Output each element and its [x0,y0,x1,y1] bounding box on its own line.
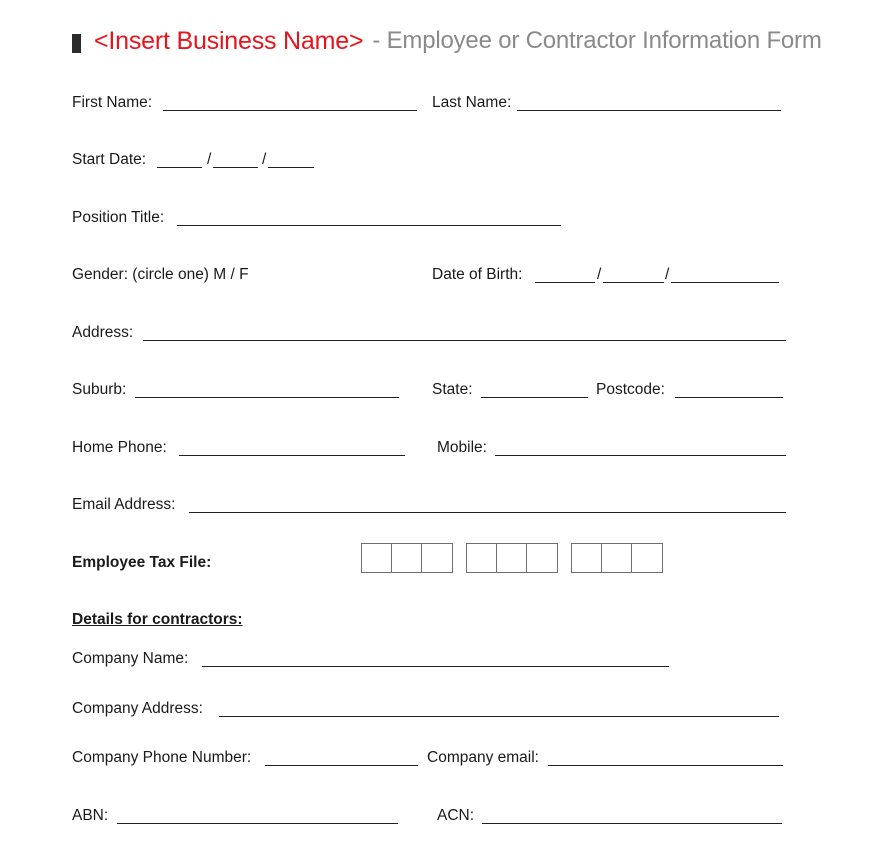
dob-year-field[interactable] [671,282,779,283]
home-phone-field[interactable] [179,455,405,456]
date-separator: / [665,266,670,283]
postcode-field[interactable] [675,397,783,398]
phone-row [0,438,876,458]
postcode-label: Postcode: [596,381,665,398]
start-date-month-field[interactable] [213,167,258,168]
start-date-day-field[interactable] [157,167,202,168]
suburb-field[interactable] [135,397,399,398]
email-row [0,495,876,515]
company-name-field[interactable] [202,666,669,667]
start-date-label: Start Date: [72,151,147,168]
tax-file-digit-box[interactable] [422,544,452,572]
address-row [0,323,876,343]
tax-file-digit-box[interactable] [467,544,497,572]
tax-file-group-2 [466,543,558,573]
mobile-label: Mobile: [437,439,487,456]
tax-file-digit-box[interactable] [497,544,527,572]
company-address-row [0,699,876,719]
home-phone-label: Home Phone: [72,439,167,456]
title-bar-icon [72,34,81,53]
gender-label[interactable]: Gender: (circle one) M / F [72,266,249,283]
email-address-field[interactable] [189,512,786,513]
date-separator: / [262,151,267,168]
address-field[interactable] [143,340,786,341]
company-name-row [0,649,876,669]
name-row [0,93,876,113]
form-title: - Employee or Contractor Information Form [372,27,822,54]
company-phone-field[interactable] [265,765,418,766]
form-header [72,26,822,56]
dob-month-field[interactable] [603,282,664,283]
company-phone-label: Company Phone Number: [72,749,252,766]
position-title-label: Position Title: [72,209,165,226]
last-name-label: Last Name: [432,94,512,111]
start-date-row [0,150,876,170]
company-contact-row [0,748,876,768]
email-address-label: Email Address: [72,496,176,513]
company-address-field[interactable] [219,716,779,717]
first-name-field[interactable] [163,110,417,111]
company-email-field[interactable] [548,765,783,766]
tax-file-digit-box[interactable] [392,544,422,572]
first-name-label: First Name: [72,94,153,111]
tax-file-digit-box[interactable] [362,544,392,572]
tax-file-digit-box[interactable] [632,544,662,572]
state-field[interactable] [481,397,588,398]
acn-field[interactable] [482,823,782,824]
acn-label: ACN: [437,807,475,824]
gender-dob-row [0,265,876,285]
dob-day-field[interactable] [535,282,595,283]
start-date-year-field[interactable] [268,167,314,168]
tax-file-digit-box[interactable] [527,544,557,572]
position-row [0,208,876,228]
mobile-field[interactable] [495,455,786,456]
state-label: State: [432,381,473,398]
suburb-label: Suburb: [72,381,127,398]
address-label: Address: [72,324,134,341]
company-name-label: Company Name: [72,650,189,667]
date-of-birth-label: Date of Birth: [432,266,523,283]
date-separator: / [597,266,602,283]
tax-file-group-1 [361,543,453,573]
business-name-placeholder: <Insert Business Name> [94,26,364,55]
employee-tax-file-label: Employee Tax File: [72,554,212,571]
abn-label: ABN: [72,807,109,824]
contractors-heading-row [0,610,876,630]
date-separator: / [207,151,212,168]
company-address-label: Company Address: [72,700,203,717]
tax-file-digit-box[interactable] [602,544,632,572]
position-title-field[interactable] [177,225,561,226]
abn-acn-row [0,806,876,826]
suburb-row [0,380,876,400]
company-email-label: Company email: [427,749,539,766]
last-name-field[interactable] [517,110,781,111]
contractors-heading: Details for contractors: [72,611,243,628]
tax-file-group-3 [571,543,663,573]
abn-field[interactable] [117,823,398,824]
tax-file-digit-box[interactable] [572,544,602,572]
